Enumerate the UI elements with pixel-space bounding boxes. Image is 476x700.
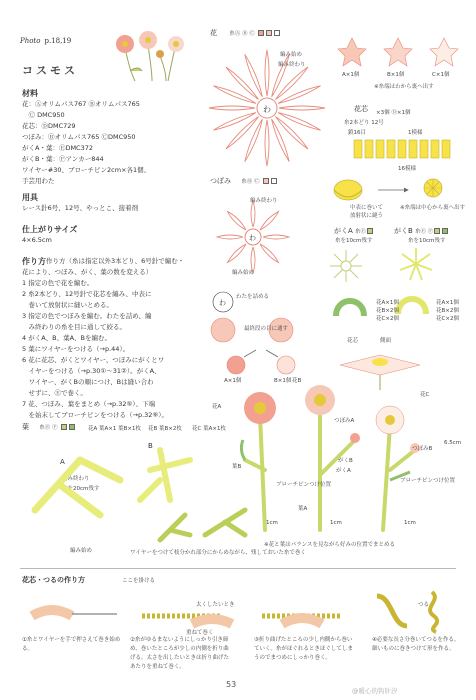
leaf-b-chart: [140, 450, 190, 500]
method-step: 2 糸2本どり、12号針で花芯を編み、中表に: [22, 290, 152, 298]
assembly-flower-c: [376, 406, 404, 434]
leaf-wire-note: ワイヤーをつけて枝分かれ部分にからめながら、残しておいた糸で巻く: [130, 550, 306, 556]
flower-variant-b: [384, 38, 412, 66]
materials-line: ワイヤー#30、ブローチピン2cm×各1個、: [22, 166, 151, 174]
calyx-a-heading: がくA 糸Ⓔ: [334, 226, 374, 236]
assembly-flower-label: 花芯: [347, 338, 359, 344]
assembly-calyx-label: がくB: [338, 458, 353, 464]
wrap-heading: 花芯・つるの作り方: [22, 576, 85, 584]
center-loop: [409, 140, 417, 158]
wrap-step-2: ②糸がゆるまないようにしっかり引き締め、巻いたところが少しの内側を折り曲げる。太さを出したいときは折り曲げたあたりを重ねて巻く。: [130, 637, 230, 670]
pattern-title: コスモス: [22, 64, 78, 77]
assembly-leaf-b-label: 葉B: [232, 464, 242, 470]
leaf-count-a: 花A 葉A×1 葉B×1枚: [88, 426, 142, 432]
center-loop: [354, 140, 362, 158]
stitch-loop: [279, 106, 325, 110]
section-divider: [20, 568, 456, 569]
calyx-a-shape: [330, 286, 370, 326]
stitch-loop: [263, 235, 289, 239]
materials-list: [22, 99, 150, 187]
leaf-label-a: A: [60, 458, 65, 466]
flower-count-b: B×1個: [387, 72, 405, 78]
method-intro: 花により、つぼみ、がく、葉の数を変える）: [22, 268, 153, 276]
calyx-a-counts: 花A×1個 花B×2個 花C×2個: [376, 300, 399, 322]
assembly-bud-b-label: つぼみB: [412, 446, 433, 452]
leaf-end-label: 編み終わり: [62, 476, 90, 482]
assembly-flower-b: [305, 385, 335, 415]
method-intro: 作り方（糸は指定以外3本どり、6号針で編む・: [46, 257, 185, 265]
assembly-height: 6.5cm: [444, 440, 462, 446]
stitch-loop: [275, 67, 308, 100]
center-needle: 糸2本どり 12号: [344, 120, 384, 126]
materials-line: がくB・葉：Ⓕアンカー844: [22, 155, 104, 163]
center-heading: 花芯: [354, 105, 368, 113]
calyx-a-note: 糸を10cm残す: [335, 238, 373, 244]
stitch-loop: [275, 116, 308, 149]
tools-heading: 用具: [22, 193, 38, 202]
center-chart: [350, 136, 460, 162]
bud-fill-label: わたを詰める: [236, 294, 270, 300]
wrap-step-4-drawing: [377, 592, 437, 632]
assembly-flower-a-label: 花A: [212, 404, 222, 410]
flower-variant-c: [430, 38, 458, 66]
materials-line: 花：Ⓐオリムパス767 Ⓑオリムパス765: [22, 100, 140, 108]
cosmos-flower-2: [139, 31, 157, 49]
bud-count-a: A×1個: [224, 378, 242, 384]
cosmos-flower-1: [116, 35, 134, 53]
method-step: 巻いて放射状に縫いとめる。: [22, 301, 113, 309]
method-step: 1 指定の色で花を編む。: [22, 279, 94, 287]
method-step: 5 葉にワイヤーをつける（→p.44）。: [22, 345, 130, 353]
watermark: @暖心的钩针汐: [352, 687, 398, 695]
stitch-loop: [265, 120, 269, 166]
assembly-note: ※花と葉はバランスを見ながら好みの位置でまとめる: [264, 542, 395, 548]
calyx-b-heading: がくB 糸Ⓔ Ⓕ: [394, 226, 449, 236]
bud-start-label: 編み始め: [232, 270, 255, 276]
assembly-1cm-b: 1cm: [330, 520, 342, 526]
center-loop: [398, 140, 406, 158]
calyx-b-counts: 花A×1個 花B×2個 花C×2個: [436, 300, 459, 322]
wrap-step-1-drawing: [32, 610, 117, 616]
leaf-heading: 葉 糸Ⓔ Ⓕ: [22, 422, 76, 432]
assembly-leaf-a-label: 葉A: [298, 506, 308, 512]
flower-end-label: 編み終わり: [278, 62, 306, 68]
stitch-loop: [228, 212, 246, 230]
flower-heading: 花 糸Ⓐ Ⓑ Ⓒ: [210, 28, 281, 38]
center-loop: [365, 140, 373, 158]
assembly-pin-label-2: ブローチピンつけ位置: [400, 478, 456, 484]
assembly-pin-label: ブローチピンつけ位置: [276, 482, 332, 488]
wrap-step-4: ④必要な長さ分巻いてつるを作る。細いものに巻きつけて形を作る。: [372, 637, 460, 652]
assembly-flower-a: [244, 392, 276, 424]
method-step: み終わりの糸を目に通して絞る。: [22, 323, 126, 331]
flower-chart: [205, 40, 335, 170]
svg-text:わ: わ: [263, 105, 271, 114]
method-step: 6 花に花芯、がくとワイヤー、つぼみにがくとワ: [22, 356, 165, 364]
center-note-1: 中表に巻いて: [350, 205, 384, 211]
leaf-charts: [20, 440, 260, 550]
method-heading: 作り方: [22, 257, 46, 266]
center-loop: [376, 140, 384, 158]
stitch-loop: [226, 116, 259, 149]
leaf-b-finished: [205, 510, 245, 535]
tools-text: レース針6号、12号、やっとこ、接着剤: [22, 204, 139, 212]
wrap-label-1: ここを掛ける: [122, 578, 156, 584]
leaf-leave-label: 糸を20cm残す: [62, 486, 100, 492]
center-loop: [431, 140, 439, 158]
assembly-1cm-a: 1cm: [266, 520, 278, 526]
center-loop: [420, 140, 428, 158]
center-note-3: ※糸端は中心から裏へ出す: [400, 205, 466, 211]
cosmos-photo: [100, 26, 200, 82]
page-number: 53: [226, 680, 237, 689]
flower-count-c: C×1個: [432, 72, 450, 78]
center-row: 1模様: [408, 130, 423, 136]
wrap-step-3-drawing: [262, 616, 342, 624]
materials-line: がくA・葉：ⒺDMC372: [22, 144, 94, 152]
leaf-label-b: B: [148, 442, 153, 450]
stitch-loop: [217, 235, 243, 239]
materials-heading: 材料: [22, 89, 38, 98]
stitch-loop: [260, 212, 278, 230]
stitch-loop: [228, 244, 246, 262]
leaf-a-chart: [35, 460, 120, 515]
center-yarn: ×3個 Ⓓ×1個: [376, 110, 411, 116]
assembly-flower-c-label: 花C: [420, 392, 430, 398]
bud-count-b: B×1個: [274, 378, 292, 384]
center-loop: [442, 140, 450, 158]
center-count: 16模様: [398, 166, 416, 172]
method-step: ワイヤー、がくBの順につけ、Bは縫い合わ: [22, 378, 154, 386]
svg-text:わ: わ: [219, 299, 226, 307]
cosmos-flower-3: [168, 36, 184, 52]
wrap-illustrations: [22, 586, 462, 634]
method-step: 4 がくA、B、葉A、Bを編む。: [22, 334, 112, 342]
wrap-label-2: 太くしたいとき: [196, 602, 235, 608]
stitch-loop: [226, 67, 259, 100]
calyx-charts: [326, 244, 466, 284]
materials-line: 花芯：ⒹDMC729: [22, 122, 76, 130]
leaf-start-label: 編み始め: [70, 548, 93, 554]
photo-reference: Photo p.18,19: [20, 37, 72, 45]
svg-text:わ: わ: [249, 234, 256, 242]
flower-note: ※糸端はわから裏へ出す: [374, 84, 434, 90]
assembly-calyx-a-label: がくA: [336, 468, 351, 474]
assembly-1cm-c: 1cm: [404, 520, 416, 526]
stitch-loop: [260, 244, 278, 262]
flower-start-label: 編み始め: [280, 52, 303, 58]
stitch-loop: [265, 50, 269, 96]
wrap-step-3: ③折り曲げたところの少し内側から巻いていく。糸がほぐれるときほぐしてしまうのでまつめにしっかり巻く。: [254, 637, 353, 661]
bud-finish-label: 最終段の目に通す: [244, 326, 289, 332]
stitch-loop: [251, 201, 255, 227]
flower-variant-a: [338, 38, 366, 66]
bud-heading: つぼみ 糸Ⓑ Ⓒ: [210, 176, 278, 186]
materials-line: Ⓒ DMC950: [22, 111, 65, 119]
leaf-a-finished: [160, 515, 190, 540]
wrap-step-1: ①糸とワイヤーを手で押さえて巻き始める。: [22, 637, 121, 652]
flower-count-a: A×1個: [342, 72, 360, 78]
bud-end-label: 編み終わり: [250, 198, 278, 204]
wrap-label-4: つる: [418, 602, 430, 608]
size-heading: 仕上がりサイズ: [22, 225, 78, 234]
method-step: を始末してブローチピンをつける（→p.32⑨）。: [22, 411, 168, 419]
center-note-2: 放射状に縫う: [350, 213, 384, 219]
method-step: 7 花、つぼみ、葉をまとめ（→p.32⑤）、下端: [22, 400, 156, 408]
stitch-loop: [209, 106, 255, 110]
assembly-flower-b-label: 花B: [292, 378, 302, 384]
calyx-b-note: 糸を10cm残す: [408, 238, 446, 244]
method-step: イヤーをつける（→p.30①〜31②）。がくA、: [22, 367, 161, 375]
leaf-count-c: 花C 葉A×1枚: [192, 426, 226, 432]
assembly-side-label: 側面: [380, 338, 392, 344]
materials-line: 手芸用わた: [22, 177, 55, 185]
center-loop: [387, 140, 395, 158]
method-step: 3 指定の色でつぼみを編む。わたを詰め、編: [22, 312, 152, 320]
wrap-label-3: 重ねて巻く: [186, 630, 214, 636]
assembly-bud-a-label: つぼみA: [334, 418, 355, 424]
materials-line: つぼみ：Ⓑオリムパス765 ⒸDMC950: [22, 133, 136, 141]
method-step: せずに、Ⓔで巻く。: [22, 389, 87, 397]
wrap-step-2-drawing: [142, 616, 232, 624]
method-list: [22, 256, 184, 421]
center-start: 鎖16目: [348, 130, 366, 136]
size-text: 4×6.5cm: [22, 236, 52, 244]
leaf-count-b: 花B 葉B×2枚: [148, 426, 182, 432]
